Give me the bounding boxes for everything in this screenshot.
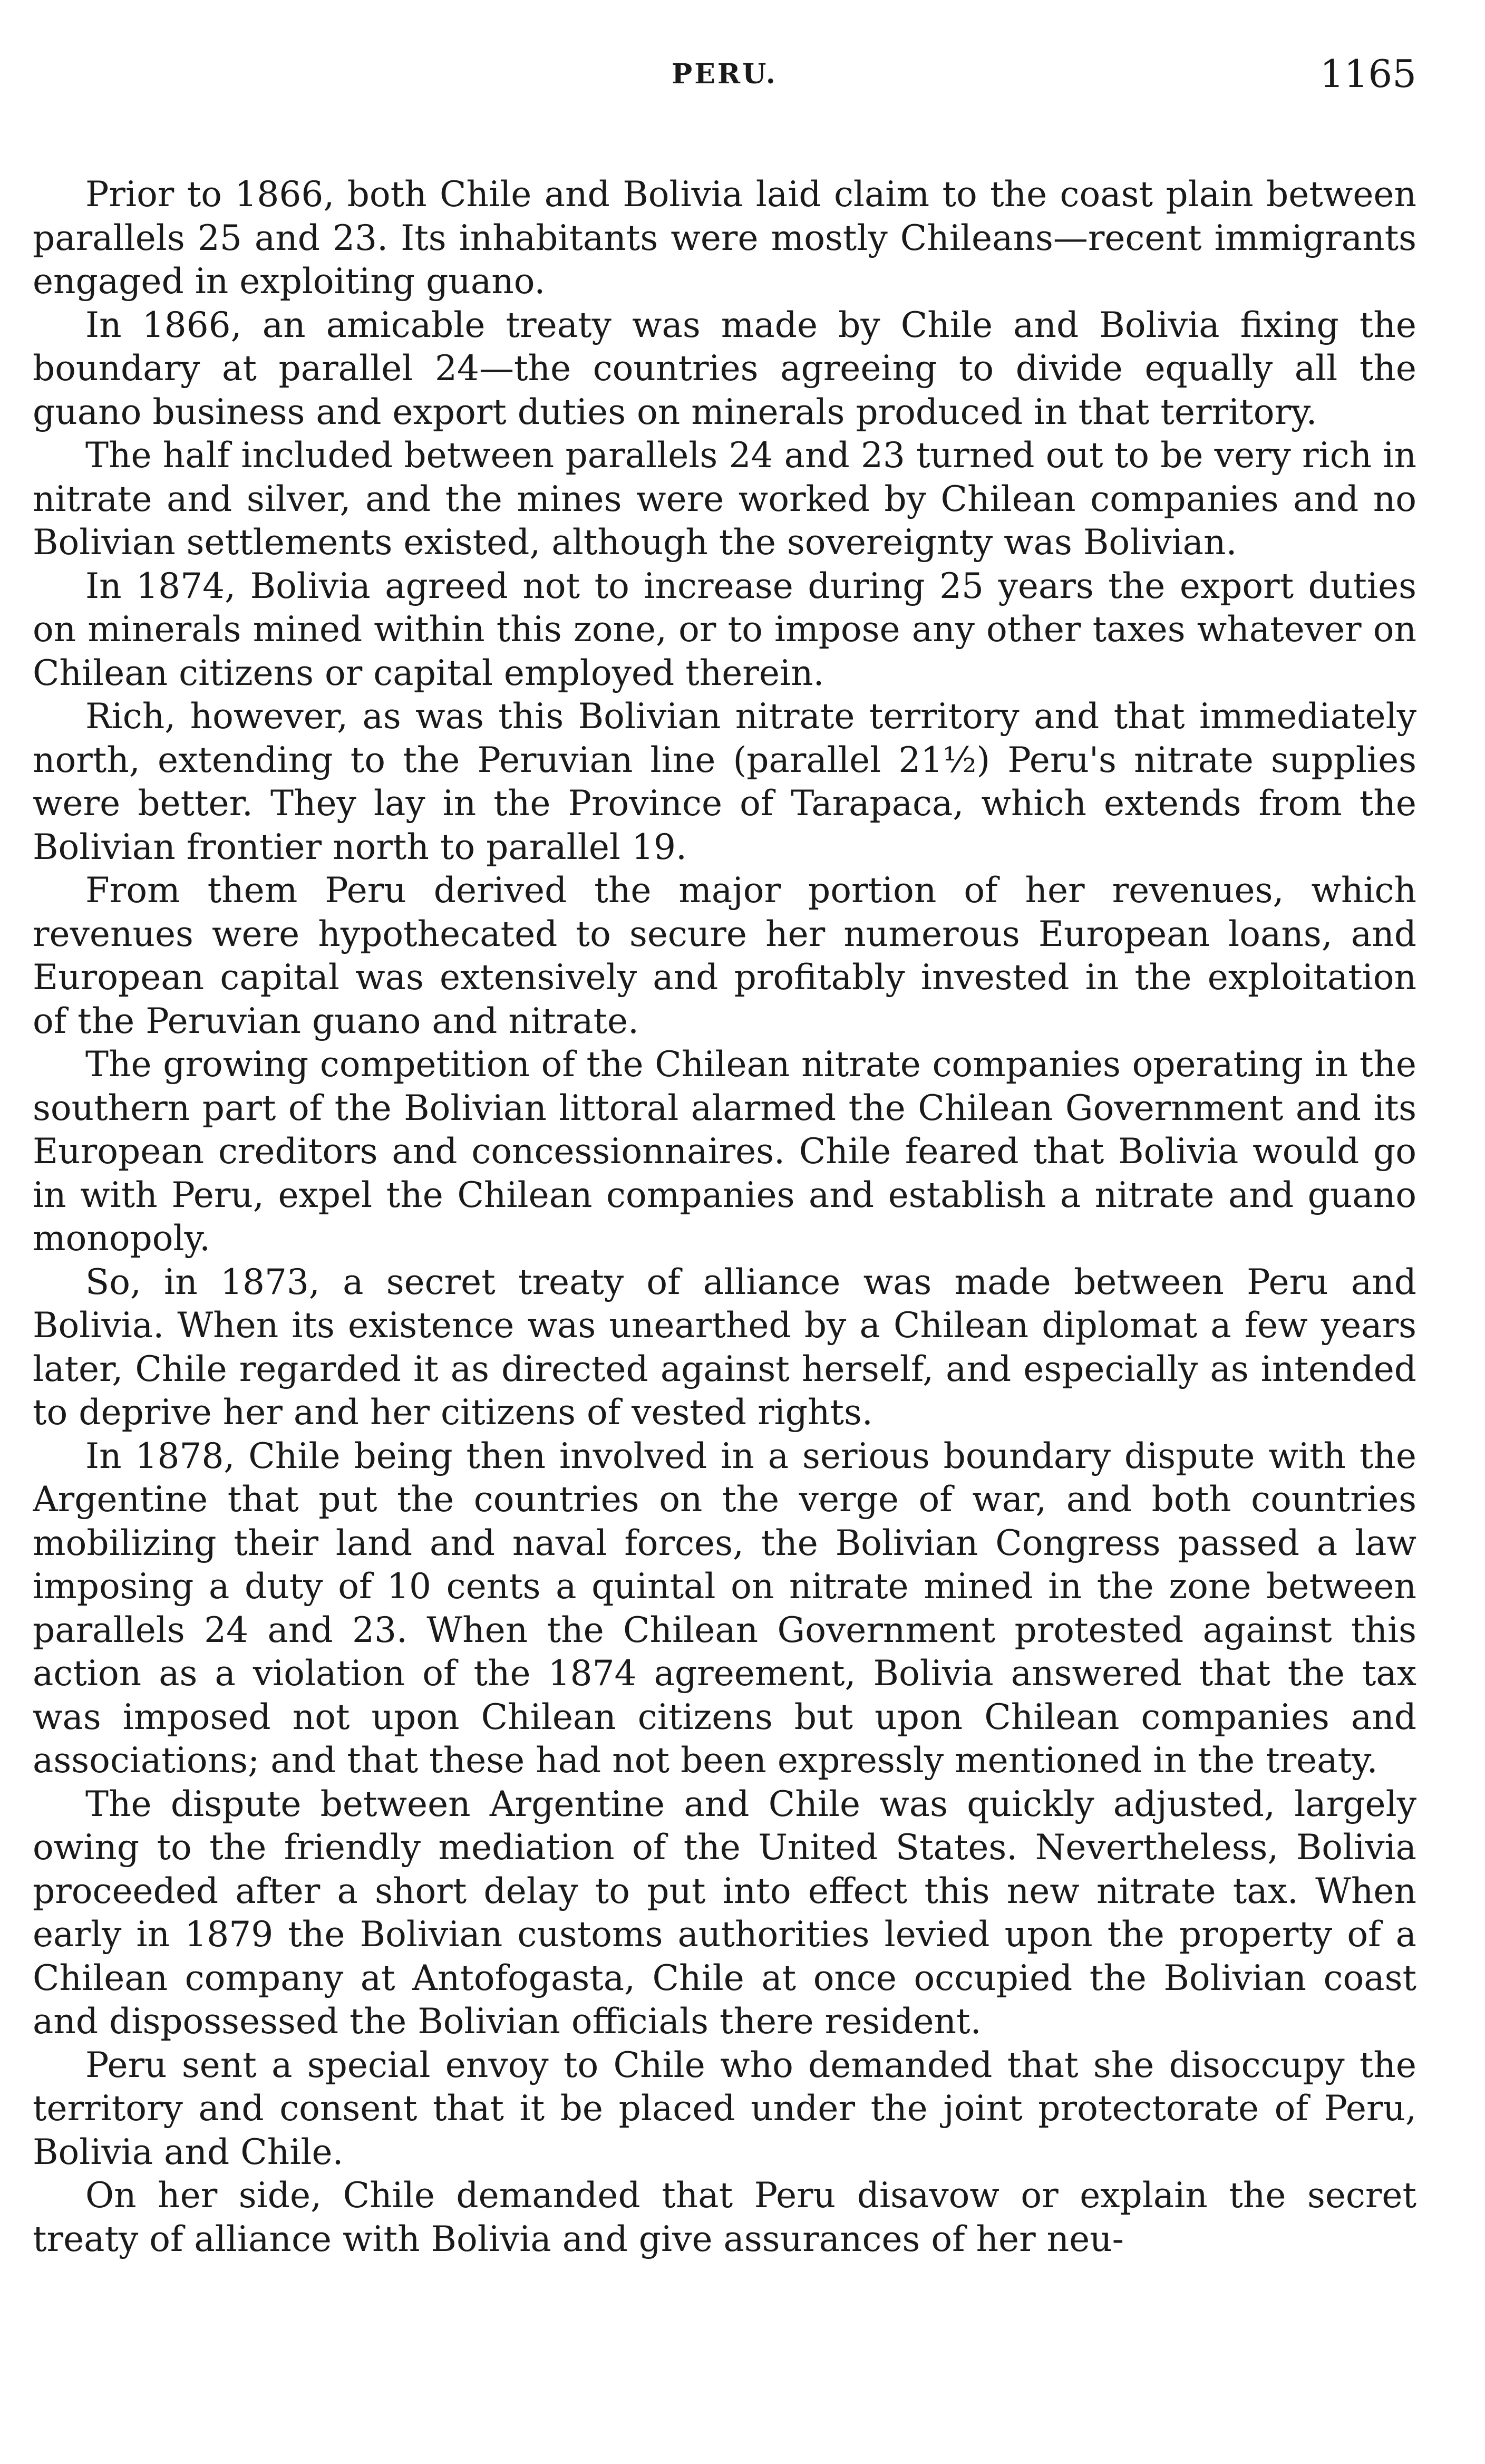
- body-text: [33, 173, 1416, 2261]
- paragraph-7: The growing competition of the Chilean nitrate companies operating in the southern part of the Bolivian littoral alarmed the Chilean Government and its European creditors and concessionnaires. Chile feared that Bolivia would go in with Peru, expel the Chilean companies and establish a nitrate and guano monopoly.: [33, 1044, 1416, 1259]
- paragraph-2: In 1866, an amicable treaty was made by Chile and Bolivia fixing the boundary at parallel 24—the countries agreeing to divide equally all the guano business and export duties on minerals produced in that territory.: [33, 304, 1416, 432]
- paragraph-10: The dispute between Argentine and Chile was quickly adjusted, largely owing to the friendly mediation of the United States. Nevertheless, Bolivia proceeded after a short delay to put into effect this new nitrate tax. When early in 1879 the Bolivian customs authorities levied upon the property of a Chilean company at Antofogasta, Chile at once occupied the Bolivian coast and dispossessed the Bolivian officials there resident.: [33, 1783, 1416, 2042]
- paragraph-4: In 1874, Bolivia agreed not to increase during 25 years the export duties on minerals mined within this zone, or to impose any other taxes whatever on Chilean citizens or capital employed therein.: [33, 565, 1416, 693]
- page-number: 1165: [1319, 52, 1416, 96]
- paragraph-8: So, in 1873, a secret treaty of alliance was made between Peru and Bolivia. When its existence was unearthed by a Chilean diplomat a few years later, Chile regarded it as directed against herself, and especially as intended to deprive her and her citizens of vested rights.: [33, 1261, 1416, 1433]
- paragraph-11: Peru sent a special envoy to Chile who demanded that she disoccupy the territory and consent that it be placed under the joint protectorate of Peru, Bolivia and Chile.: [33, 2044, 1416, 2172]
- running-header: [33, 37, 1416, 111]
- paragraph-6: From them Peru derived the major portion of her revenues, which revenues were hypothecated to secure her numerous European loans, and European capital was extensively and profitably invested in the exploitation of the Peruvian guano and nitrate.: [33, 870, 1416, 1041]
- paragraph-9: In 1878, Chile being then involved in a serious boundary dispute with the Argentine that put the countries on the verge of war, and both countries mobilizing their land and naval forces, the Bolivian Congress passed a law imposing a duty of 10 cents a quintal on nitrate mined in the zone between parallels 24 and 23. When the Chilean Government protested against this action as a violation of the 1874 agreement, Bolivia answered that the tax was imposed not upon Chilean citizens but upon Chilean companies and associations; and that these had not been expressly mentioned in the treaty.: [33, 1435, 1416, 1781]
- running-title: PERU.: [672, 58, 778, 90]
- paragraph-12: On her side, Chile demanded that Peru disavow or explain the secret treaty of alliance with Bolivia and give assurances of her neu-: [33, 2175, 1416, 2259]
- document-page: [33, 37, 1416, 2441]
- paragraph-3: The half included between parallels 24 and 23 turned out to be very rich in nitrate and silver, and the mines were worked by Chilean companies and no Bolivian settlements existed, although the sovereignty was Bolivian.: [33, 435, 1416, 563]
- paragraph-1: Prior to 1866, both Chile and Bolivia laid claim to the coast plain between parallels 25 and 23. Its inhabitants were mostly Chileans—recent immigrants engaged in exploiting guano.: [33, 174, 1416, 302]
- paragraph-5: Rich, however, as was this Bolivian nitrate territory and that immediately north, extending to the Peruvian line (parallel 21½) Peru's nitrate supplies were better. They lay in the Province of Tarapaca, which extends from the Bolivian frontier north to parallel 19.: [33, 696, 1416, 867]
